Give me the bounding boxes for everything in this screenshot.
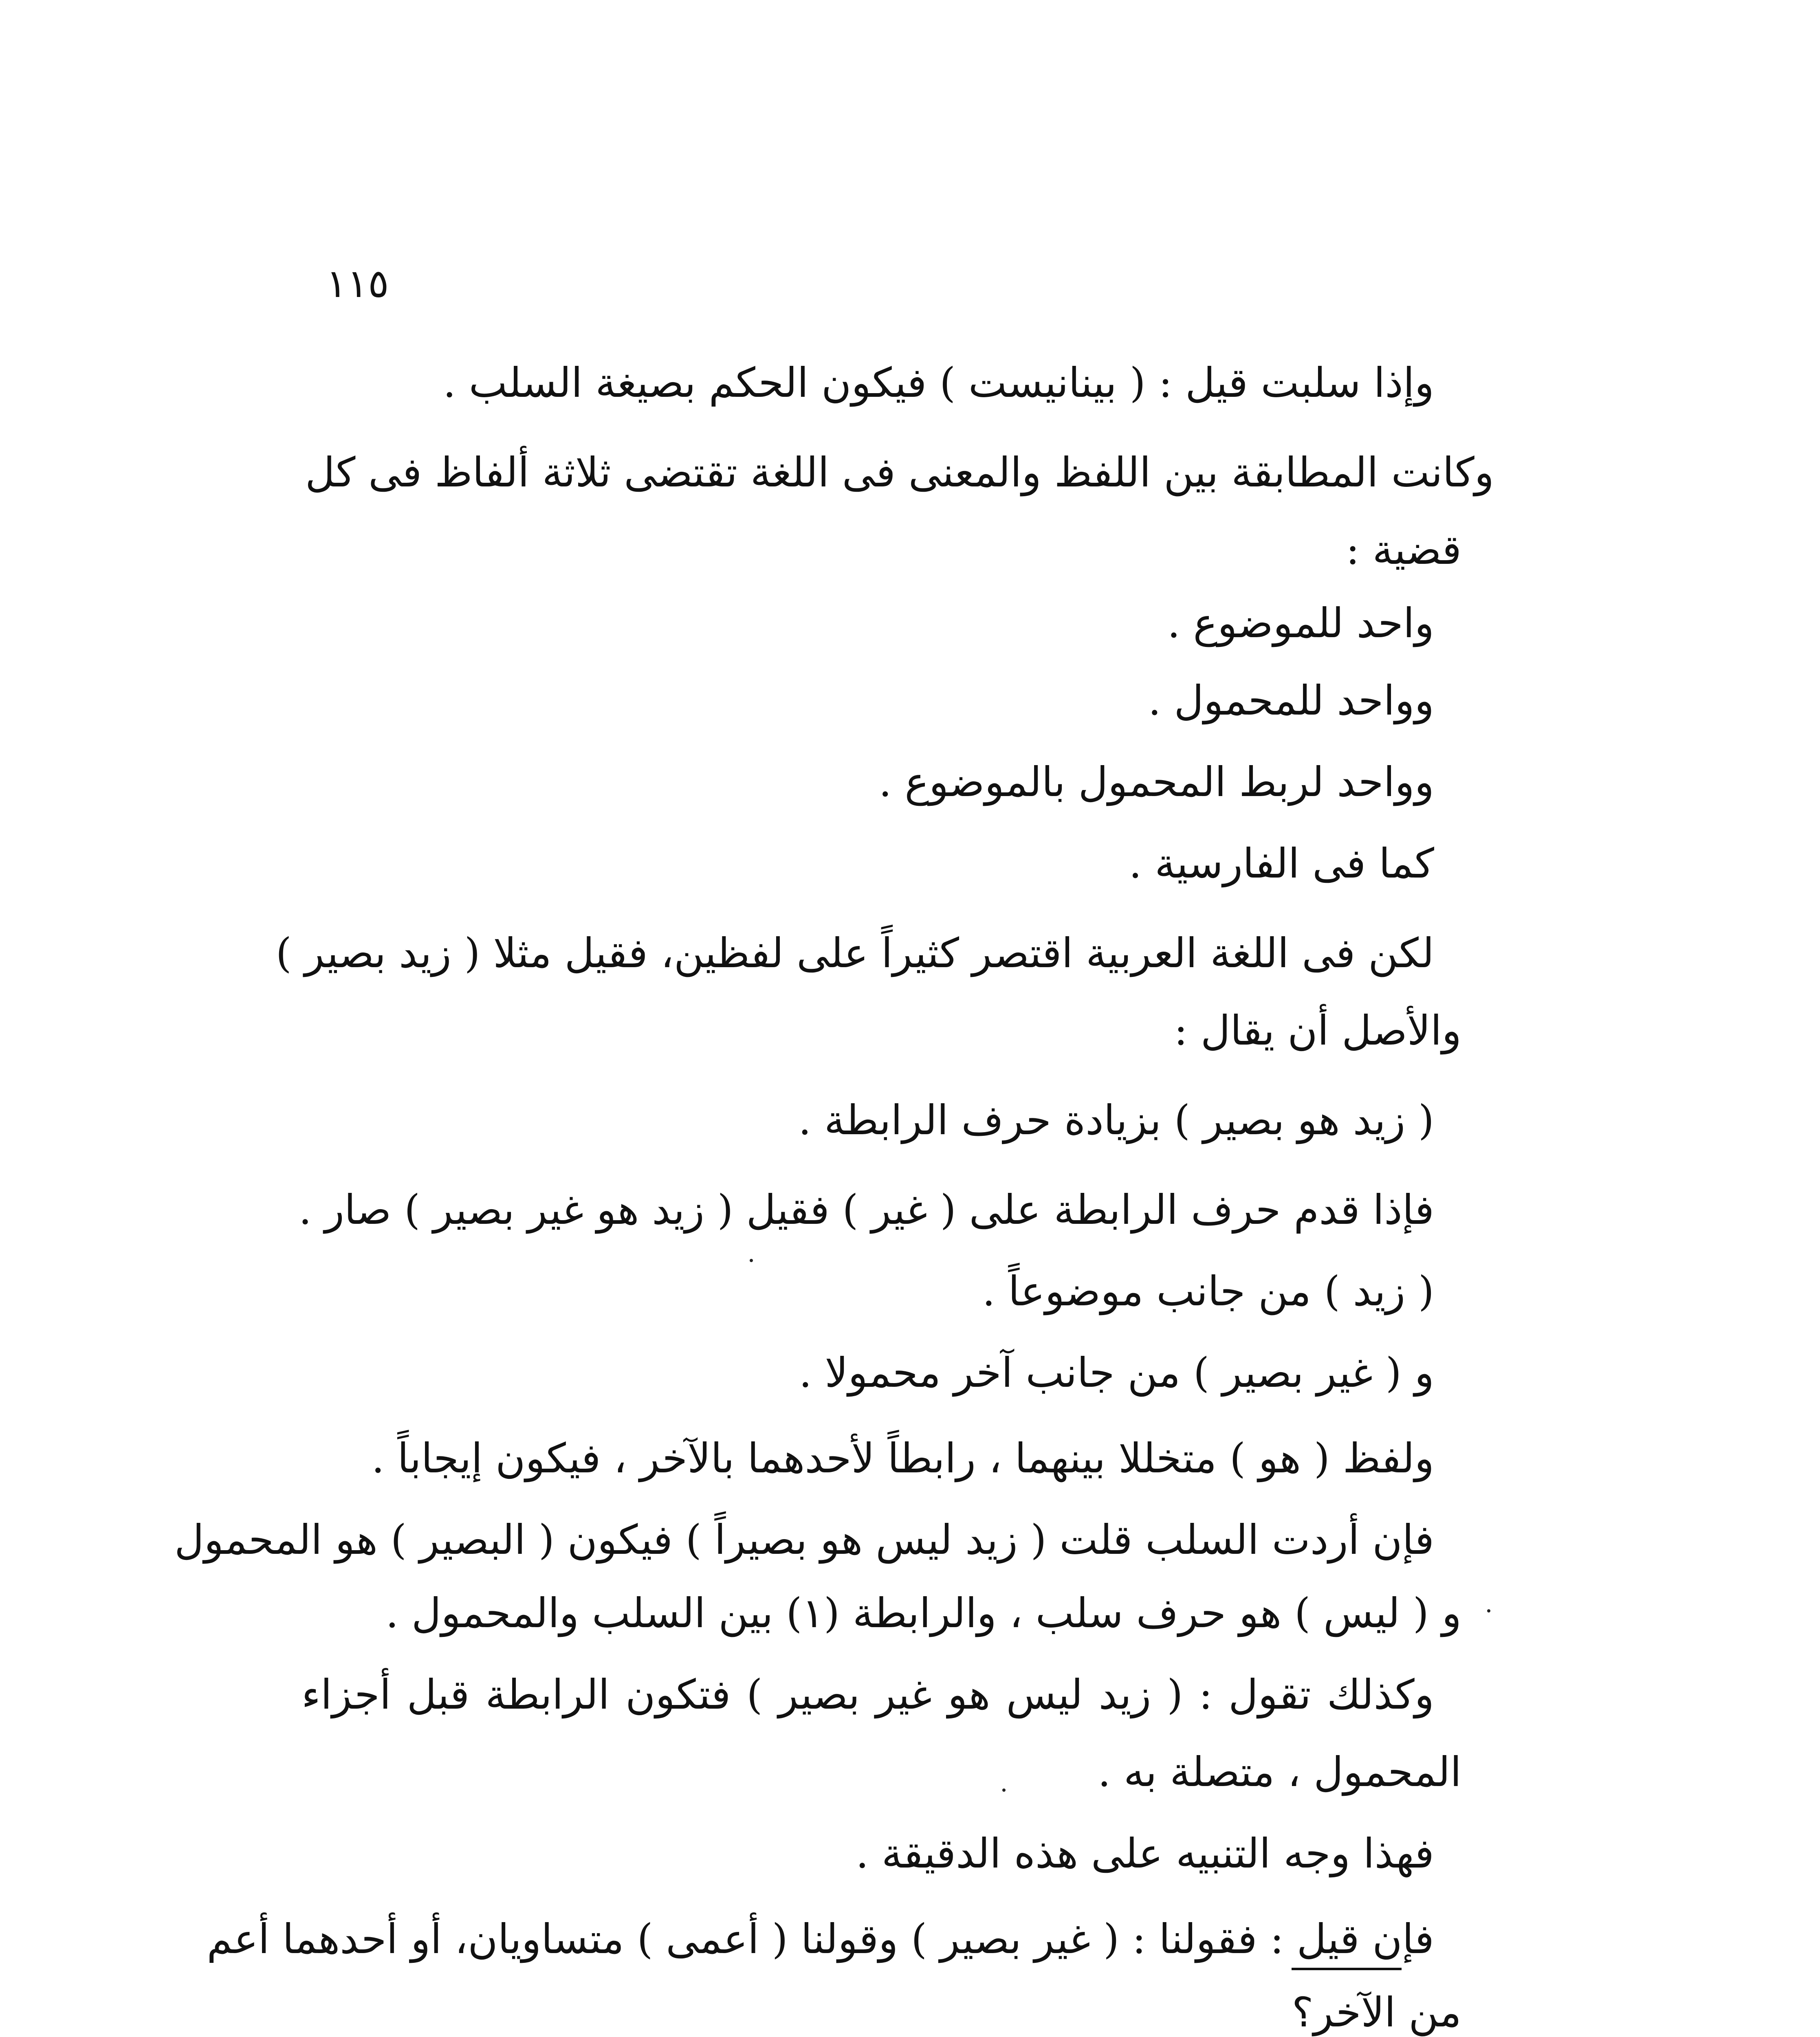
scan-speck <box>1487 1609 1490 1612</box>
body-line-7: كما فى الفارسية . <box>1129 840 1434 887</box>
body-line-10: ( زيد هو بصير ) بزيادة حرف الرابطة . <box>798 1096 1434 1144</box>
body-line-13: و ( غير بصير ) من جانب آخر محمولا . <box>799 1349 1434 1397</box>
body-line-8: لكن فى اللغة العربية اقتصر كثيراً على لفظين، فقيل مثلا ( زيد بصير ) <box>275 929 1434 977</box>
body-line-2: وكانت المطابقة بين اللفظ والمعنى فى اللغة تقتضى ثلاثة ألفاظ فى كل <box>305 449 1494 496</box>
body-line-14: ولفظ ( هو ) متخللا بينهما ، رابطاً لأحدهما بالآخر ، فيكون إيجاباً . <box>371 1434 1434 1482</box>
body-line-12: ( زيد ) من جانب موضوعاً . <box>982 1267 1434 1315</box>
body-line-3: قضية : <box>1346 526 1461 574</box>
body-line-5: وواحد للمحمول . <box>1148 677 1434 724</box>
body-line-16: و ( ليس ) هو حرف سلب ، والرابطة (١) بين السلب والمحمول . <box>385 1589 1461 1637</box>
underline-mark <box>1292 1968 1402 1970</box>
scan-speck <box>750 1259 753 1262</box>
body-line-4: واحد للموضوع . <box>1167 599 1434 647</box>
body-line-1: وإذا سلبت قيل : ( بينانيست ) فيكون الحكم بصيغة السلب . <box>443 359 1434 407</box>
body-line-17: وكذلك تقول : ( زيد ليس هو غير بصير ) فتكون الرابطة قبل أجزاء <box>301 1671 1434 1718</box>
body-line-11: فإذا قدم حرف الرابطة على ( غير ) فقيل ( زيد هو غير بصير ) صار . <box>299 1186 1434 1234</box>
body-line-15: فإن أردت السلب قلت ( زيد ليس هو بصيراً ) فيكون ( البصير ) هو المحمول <box>174 1516 1434 1564</box>
body-line-9: والأصل أن يقال : <box>1174 1007 1461 1054</box>
scan-speck <box>1002 1788 1006 1792</box>
body-line-18: المحمول ، متصلة به . <box>1098 1748 1461 1796</box>
body-line-20: فإن قيل : فقولنا : ( غير بصير ) وقولنا ( أعمى ) متساويان، أو أحدهما أعم <box>207 1915 1434 1963</box>
body-line-6: وواحد لربط المحمول بالموضوع . <box>878 758 1434 806</box>
page-number: ١١٥ <box>326 261 389 306</box>
body-line-19: فهذا وجه التنبيه على هذه الدقيقة . <box>856 1830 1434 1877</box>
body-line-21: من الآخر؟ <box>1292 1989 1461 2036</box>
